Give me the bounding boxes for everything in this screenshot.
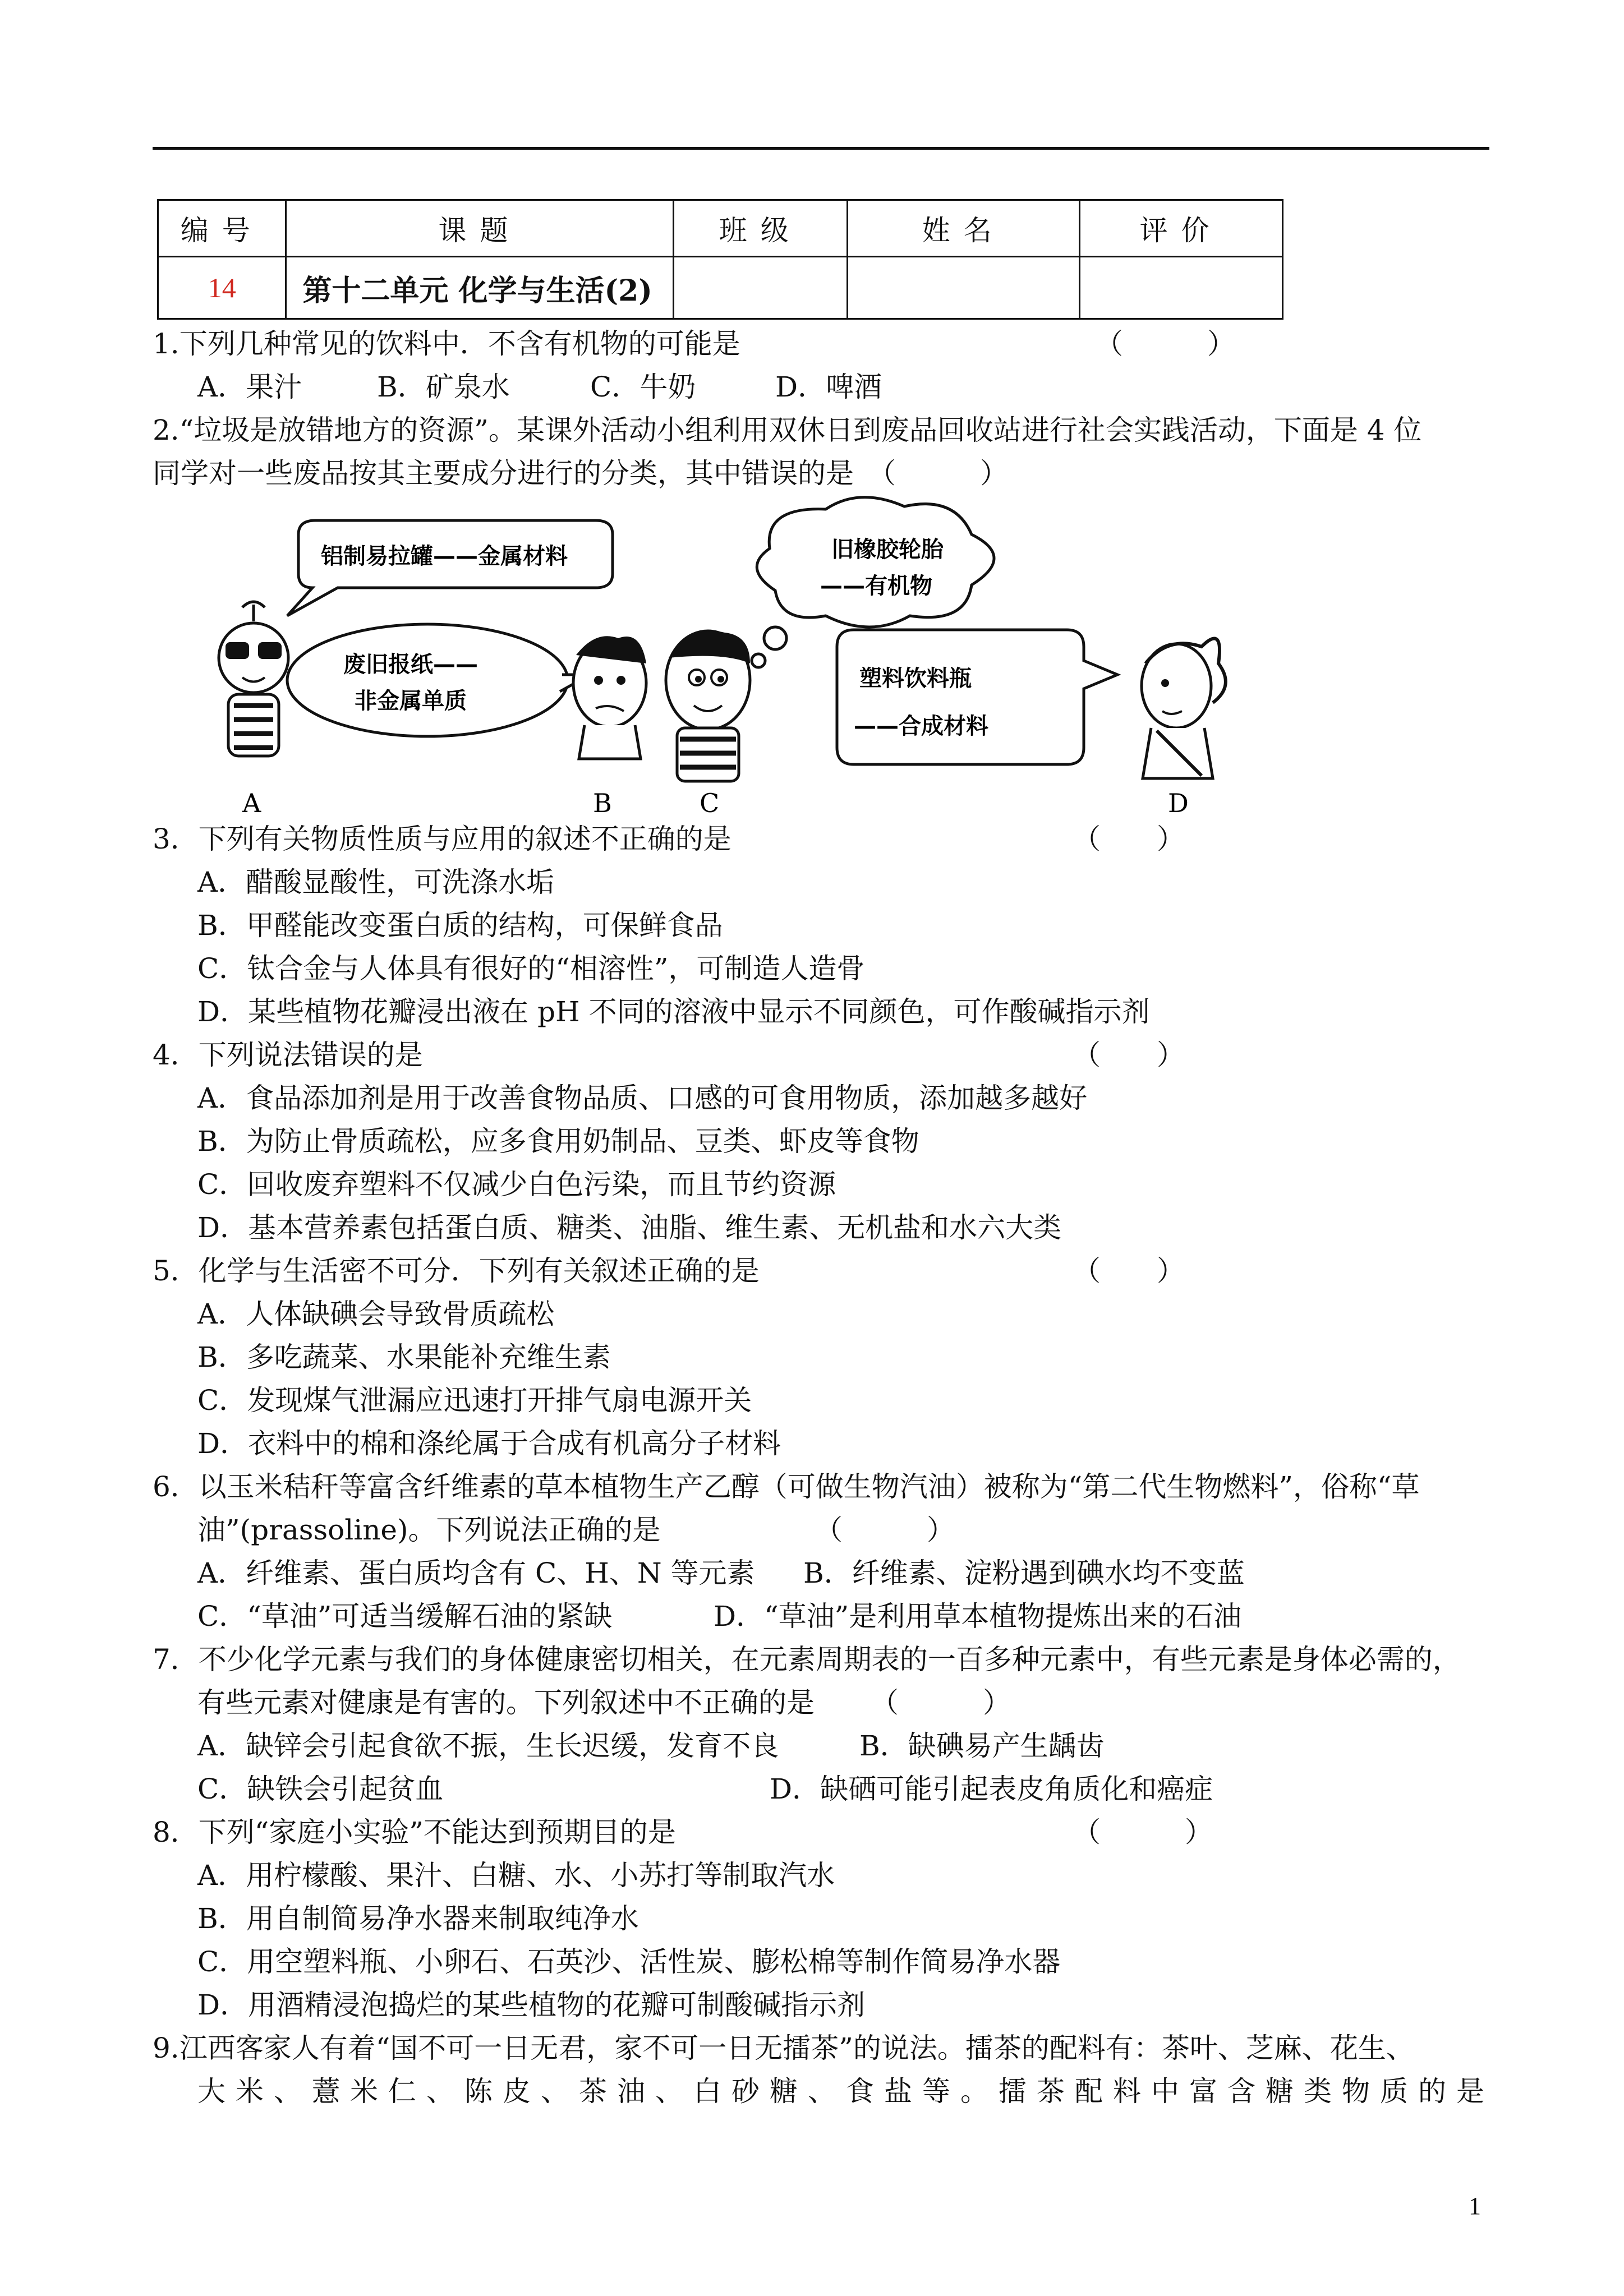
q8-stem: 8．下列“家庭小实验”不能达到预期目的是 （ ） [153,1811,1499,1854]
q6-stem-line2: 油”(prassoline)。下列说法正确的是 （ ） [153,1509,1499,1552]
q4-option-d: D．基本营养素包括蛋白质、糖类、油脂、维生素、无机盐和水六大类 [197,1211,1062,1244]
lesson-number: 14 [158,257,286,319]
evaluation-cell [1080,257,1283,319]
q7-stem-line2: 有些元素对健康是有害的。下列叙述中不正确的是 （ ） [153,1681,1499,1725]
q7-option-b: B．缺碘易产生龋齿 [859,1730,1105,1762]
q1-options [153,366,1499,409]
q5-option-c: C．发现煤气泄漏应迅速打开排气扇电源开关 [197,1384,752,1417]
q8-option-d: D．用酒精浸泡捣烂的某些植物的花瓣可制酸碱指示剂 [197,1989,866,2021]
bubble-b-shape [287,624,568,736]
bubble-d-shape [837,630,1117,764]
q6-option-c: C．“草油”可适当缓解石油的紧缺 [197,1600,613,1633]
q8-option-b: B．用自制简易净水器来制取纯净水 [197,1902,639,1935]
q6-stem-line1: 6．以玉米秸秆等富含纤维素的草本植物生产乙醇（可做生物汽油）被称为“第二代生物燃料”，俗称“草 [153,1470,1420,1503]
q1-stem: 1.下列几种常见的饮料中．不含有机物的可能是 （ ） [153,322,1499,366]
q8-option-c: C．用空塑料瓶、小卵石、石英沙、活性炭、膨松棉等制作简易净水器 [197,1945,1061,1978]
q5-option-a: A．人体缺碘会导致骨质疏松 [197,1298,555,1330]
q2-cartoon-figure [153,495,1499,818]
q1-option-a: A．果汁 [197,371,302,403]
cartoon-svg [203,495,1269,818]
q4-stem: 4．下列说法错误的是 （ ） [153,1034,1499,1077]
q7-answer-paren: （ ） [871,1686,1011,1719]
q6-options-row1 [153,1552,1499,1595]
header-table [157,199,1283,320]
q7-option-a: A．缺锌会引起食欲不振，生长迟缓，发育不良 [197,1730,779,1762]
top-rule [153,147,1489,150]
label-d: D [1168,788,1189,818]
col-topic-header: 课题 [286,200,674,257]
q7-stem-line1: 7．不少化学元素与我们的身体健康密切相关，在元素周期表的一百多种元素中，有些元素是身体必需的， [153,1643,1461,1676]
name-cell [848,257,1080,319]
bubble-a-text: 铝制易拉罐——金属材料 [321,543,568,569]
q1-answer-paren: （ ） [1095,328,1235,360]
q7-options-row2 [153,1768,1499,1811]
q3-option-b: B．甲醛能改变蛋白质的结构，可保鲜食品 [197,909,723,942]
character-c [666,631,750,781]
q2-stem-line2: 同学对一些废品按其主要成分进行的分类，其中错误的是 （ ） [153,457,1008,490]
col-name-header: 姓名 [848,200,1080,257]
bubble-d-text-1: 塑料饮料瓶 [859,666,972,691]
label-a: A [242,788,261,818]
col-number-header: 编号 [158,200,286,257]
bubble-b-text-1: 废旧报纸—— [343,652,478,677]
q5-option-d: D．衣料中的棉和涤纶属于合成有机高分子材料 [197,1427,781,1460]
q3-option-a: A．醋酸显酸性，可洗涤水垢 [197,866,555,898]
q9-stem-line1: 9.江西客家人有着“国不可一日无君，家不可一日无擂茶”的说法。擂茶的配料有：茶叶、芝麻、花生、 [153,2032,1414,2064]
q7-option-d: D．缺硒可能引起表皮角质化和癌症 [770,1773,1213,1805]
q5-option-b: B．多吃蔬菜、水果能补充维生素 [197,1341,611,1373]
thought-dot-1 [764,627,786,649]
col-class-header: 班级 [674,200,848,257]
q9-stem-line2: 大米、薏米仁、陈皮、茶油、白砂糖、食盐等。擂茶配料中富含糖类物质的是 [197,2075,1494,2108]
thought-dot-2 [752,654,765,667]
q6-options-row2 [153,1595,1499,1638]
character-a [219,602,288,756]
label-c: C [700,788,720,818]
bubble-d-text-2: ——合成材料 [854,713,988,739]
q2-stem-line1: 2.“垃圾是放错地方的资源”。某课外活动小组利用双休日到废品回收站进行社会实践活动，下面是 4 位 [153,414,1422,446]
bubble-b-text-2: 非金属单质 [355,688,467,714]
q7-options-row1 [153,1725,1499,1768]
lesson-topic: 第十二单元 化学与生活(2) [286,257,674,319]
q1-option-c: C．牛奶 [590,371,696,403]
q3-stem: 3．下列有关物质性质与应用的叙述不正确的是 （ ） [153,818,1499,861]
class-cell [674,257,848,319]
question-list [153,322,1499,2113]
q4-option-b: B．为防止骨质疏松，应多食用奶制品、豆类、虾皮等食物 [197,1125,919,1158]
q5-answer-paren: （ ） [1073,1255,1185,1287]
q1-option-b: B．矿泉水 [377,371,510,403]
character-d [1142,638,1226,778]
bubble-c-text-1: 旧橡胶轮胎 [831,537,944,563]
q5-stem: 5．化学与生活密不可分．下列有关叙述正确的是 （ ） [153,1250,1499,1293]
page-number: 1 [1469,2192,1481,2220]
q4-option-a: A．食品添加剂是用于改善食物品质、口感的可食用物质，添加越多越好 [197,1082,1088,1114]
q8-option-a: A．用柠檬酸、果汁、白糖、水、小苏打等制取汽水 [197,1859,835,1892]
q4-answer-paren: （ ） [1073,1039,1185,1071]
q3-option-d: D．某些植物花瓣浸出液在 pH 不同的溶液中显示不同颜色，可作酸碱指示剂 [197,995,1150,1028]
q6-option-a: A．纤维素、蛋白质均含有 C、H、N 等元素 [197,1557,755,1589]
label-b: B [593,788,612,818]
q3-answer-paren: （ ） [1073,823,1185,855]
q1-option-d: D．啤酒 [775,371,882,403]
q8-answer-paren: （ ） [1073,1816,1213,1848]
q4-option-c: C．回收废弃塑料不仅减少白色污染，而且节约资源 [197,1168,836,1201]
character-b [573,636,646,759]
q6-answer-paren: （ ） [815,1514,955,1546]
col-evaluation-header: 评价 [1080,200,1283,257]
q6-option-b: B．纤维素、淀粉遇到碘水均不变蓝 [803,1557,1245,1589]
q7-option-c: C．缺铁会引起贫血 [197,1773,444,1805]
bubble-c-text-2: ——有机物 [820,573,932,599]
q6-option-d: D．“草油”是利用草本植物提炼出来的石油 [714,1600,1242,1633]
q3-option-c: C．钛合金与人体具有很好的“相溶性”，可制造人造骨 [197,952,865,985]
